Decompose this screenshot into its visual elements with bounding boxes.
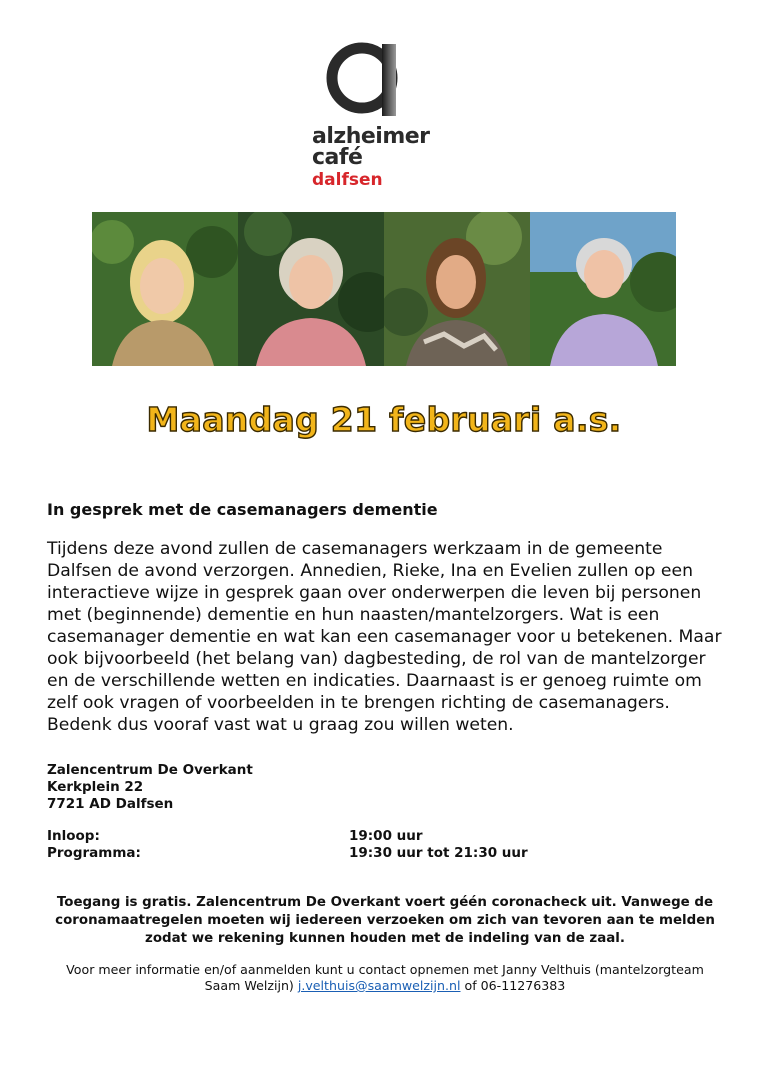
portrait-photo-3 [384,212,530,366]
schedule-label: Inloop: [47,828,100,844]
venue-street: Kerkplein 22 [47,779,144,795]
schedule-label: Programma: [47,845,141,861]
description-line: met (beginnende) dementie en hun naasten/mantelzorgers. Wat is een [47,605,660,625]
description-line: casemanager dementie en wat kan een casemanager voor u betekenen. Maar [47,627,722,647]
logo-mark-icon [320,40,410,120]
description-line: Dalfsen de avond verzorgen. Annedien, Rieke, Ina en Evelien zullen op een [47,561,693,581]
description-line: en de verschillende wetten en indicaties. Daarnaast is er genoeg ruimte om [47,671,702,691]
venue-address [47,762,253,813]
description-line: Bedenk dus vooraf vast wat u graag zou willen weten. [47,715,514,735]
logo-text-alzheimer: alzheimer [312,124,430,149]
alzheimer-cafe-logo [310,40,450,190]
contact-phone: of 06-11276383 [460,978,566,993]
contact-prefix: Saam Welzijn) [204,978,298,993]
schedule-row [47,828,607,845]
logo-text-dalfsen: dalfsen [312,170,383,190]
section-subheading: In gesprek met de casemanagers dementie [47,500,438,519]
schedule-value: 19:00 uur [349,828,423,844]
photo-strip [92,212,676,366]
description-line: zelf ook vragen of voorbeelden in te brengen richting de casemanagers. [47,693,670,713]
portrait-photo-2 [238,212,384,366]
email-link[interactable]: j.velthuis@saamwelzijn.nl [297,978,461,993]
description-line: ook bijvoorbeeld (het belang van) dagbesteding, de rol van de mantelzorger [47,649,706,669]
contact-info [40,962,730,994]
event-date-heading: Maandag 21 februari a.s. [146,400,622,439]
access-notice [40,894,730,948]
schedule-value: 19:30 uur tot 21:30 uur [349,845,528,861]
portrait-photo-1 [92,212,238,366]
schedule-row [47,845,607,862]
description-line: Tijdens deze avond zullen de casemanagers werkzaam in de gemeente [47,539,663,559]
description-line: interactieve wijze in gesprek gaan over onderwerpen die leven bij personen [47,583,702,603]
contact-line-2 [40,978,730,994]
venue-name: Zalencentrum De Overkant [47,762,253,778]
portrait-photo-4 [530,212,676,366]
event-description [47,538,737,736]
venue-city: 7721 AD Dalfsen [47,796,174,812]
notice-line: Toegang is gratis. Zalencentrum De Overkant voert géén coronacheck uit. Vanwege de [56,895,714,910]
schedule [47,828,607,862]
notice-line: zodat we rekening kunnen houden met de indeling van de zaal. [145,931,625,946]
contact-line-1: Voor meer informatie en/of aanmelden kunt u contact opnemen met Janny Velthuis (mantelzorgteam [66,962,704,977]
notice-line: coronamaatregelen moeten wij iedereen verzoeken om zich van tevoren aan te melden [55,913,715,928]
logo-text-cafe: café [312,145,363,170]
